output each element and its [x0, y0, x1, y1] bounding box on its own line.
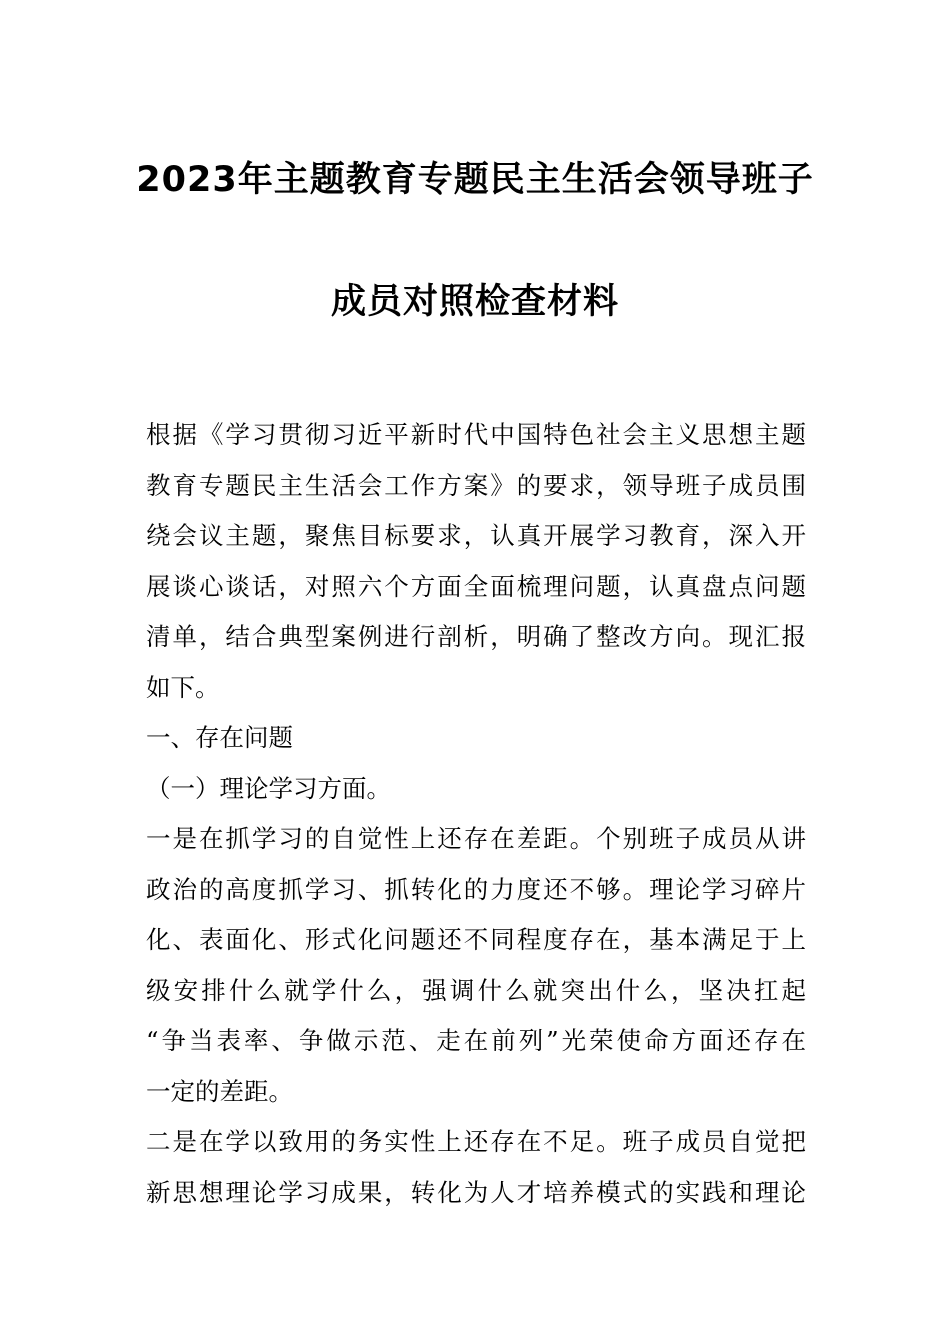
body-line: 清单，结合典型案例进行剖析，明确了整改方向。现汇报	[146, 622, 806, 651]
body-line: 展谈心谈话，对照六个方面全面梳理问题，认真盘点问题	[146, 571, 806, 601]
subsection-heading: （一）理论学习方面。	[146, 773, 391, 803]
body-line: 一定的差距。	[146, 1076, 293, 1106]
body-line: “争当表率、争做示范、走在前列”光荣使命方面还存在	[146, 1026, 806, 1055]
body-line: 如下。	[146, 672, 220, 702]
body-line: 新思想理论学习成果，转化为人才培养模式的实践和理论	[146, 1177, 806, 1207]
body-line: 绕会议主题，聚焦目标要求，认真开展学习教育，深入开	[146, 521, 806, 550]
body-line: 教育专题民主生活会工作方案》的要求，领导班子成员围	[146, 470, 806, 500]
body-line: 一是在抓学习的自觉性上还存在差距。个别班子成员从讲	[146, 824, 806, 853]
document-title-line-2: 成员对照检查材料	[330, 282, 619, 322]
body-line: 根据《学习贯彻习近平新时代中国特色社会主义思想主题	[146, 420, 806, 449]
body-line: 级安排什么就学什么，强调什么就突出什么，坚决扛起	[146, 975, 806, 1005]
body-line: 政治的高度抓学习、抓转化的力度还不够。理论学习碎片	[146, 874, 806, 904]
section-heading: 一、存在问题	[146, 723, 293, 752]
document-title-line-1: 2023年主题教育专题民主生活会领导班子	[136, 160, 814, 200]
body-line: 二是在学以致用的务实性上还存在不足。班子成员自觉把	[146, 1127, 806, 1156]
document-body	[146, 410, 806, 1218]
body-line: 化、表面化、形式化问题还不同程度存在，基本满足于上	[146, 925, 806, 954]
